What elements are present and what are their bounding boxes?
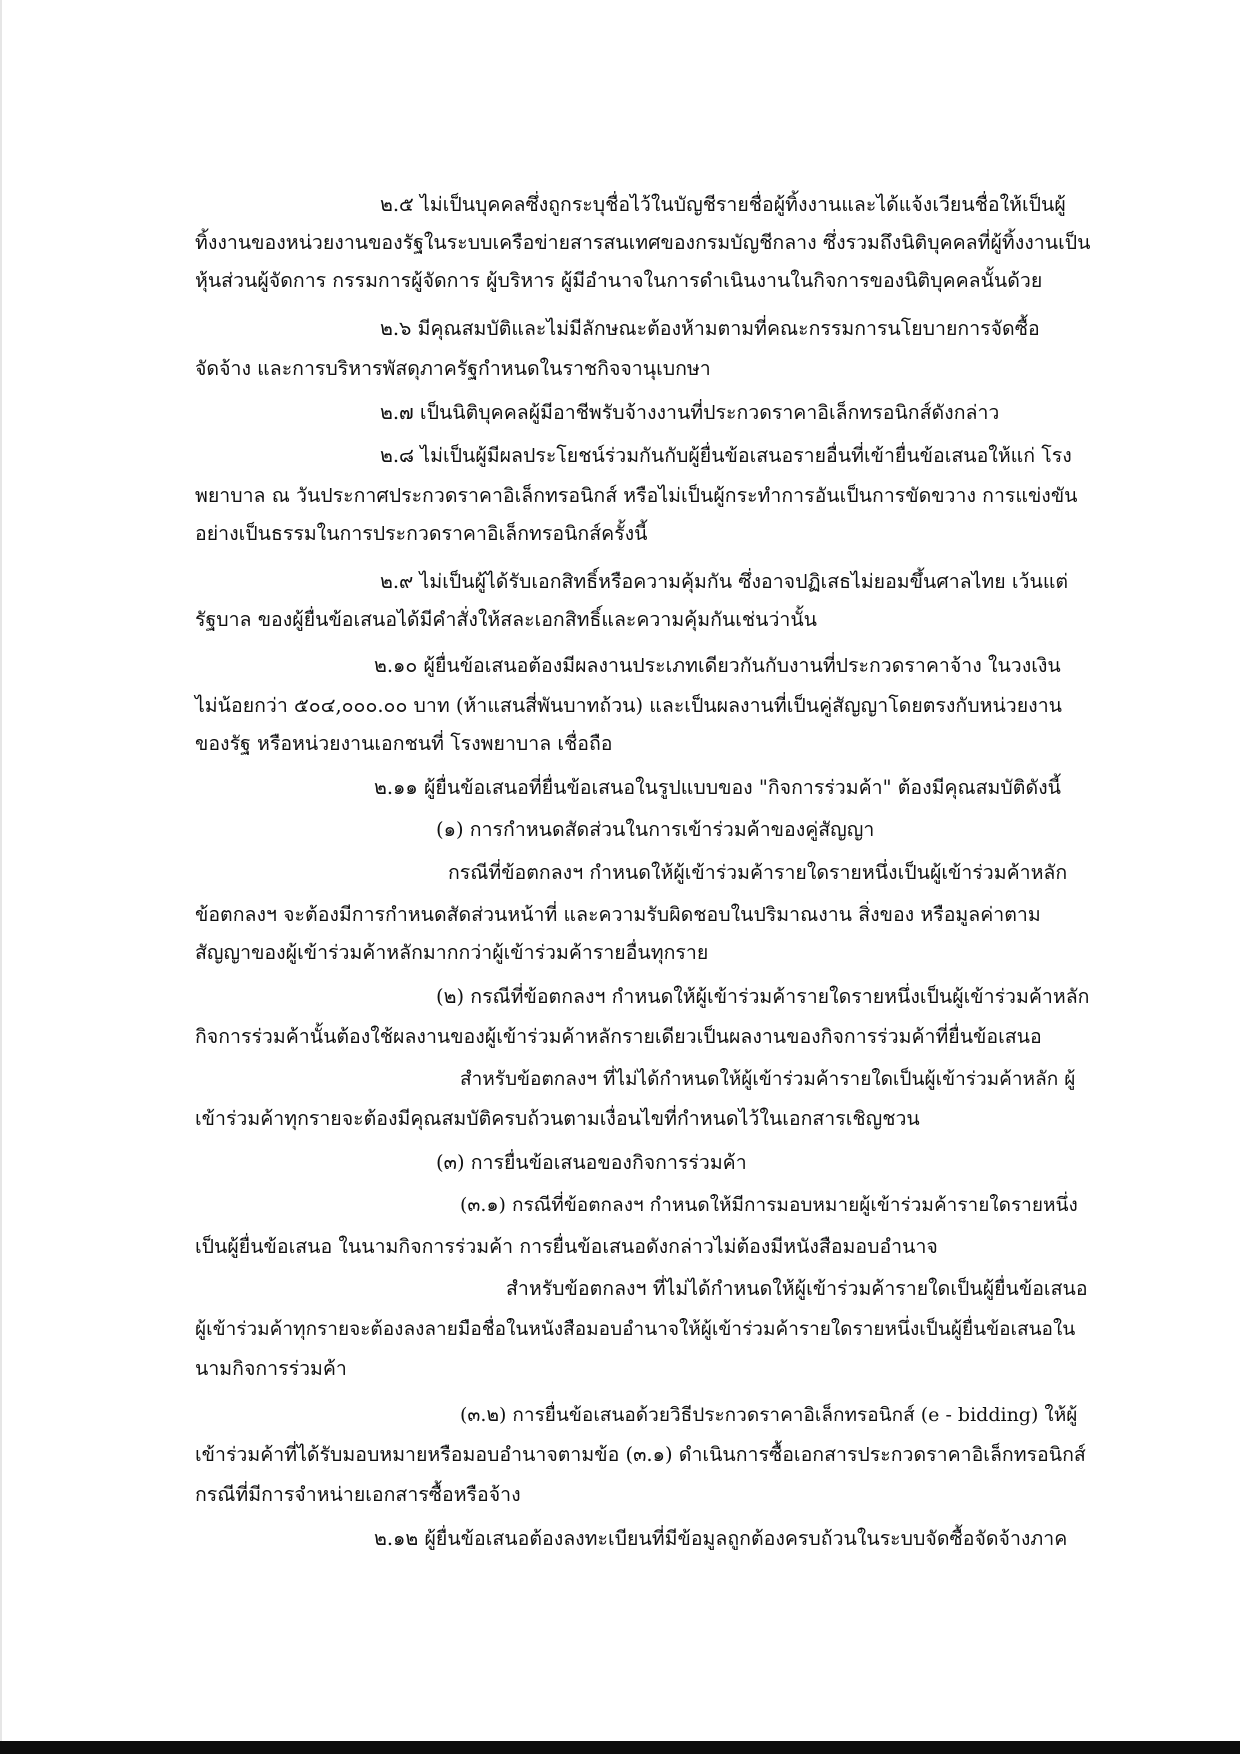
clause-2-11-2-line-2: กิจการร่วมค้านั้นต้องใช้ผลงานของผู้เข้าร่วมค้าหลักรายเดียวเป็นผลงานของกิจการร่วมค้าที่ยื่นข้อเสนอ — [195, 1025, 1042, 1048]
clause-2-8-line-1: ๒.๘ ไม่เป็นผู้มีผลประโยชน์ร่วมกันกับผู้ยื่นข้อเสนอรายอื่นที่เข้ายื่นข้อเสนอให้แก่ โรง — [380, 444, 1072, 467]
clause-2-11-1-line-3: สัญญาของผู้เข้าร่วมค้าหลักมากกว่าผู้เข้าร่วมค้ารายอื่นทุกราย — [195, 941, 709, 964]
scan-edge — [0, 0, 2, 1754]
clause-2-11-3-1-line-5: นามกิจการร่วมค้า — [195, 1357, 347, 1380]
clause-2-12-line-1: ๒.๑๒ ผู้ยื่นข้อเสนอต้องลงทะเบียนที่มีข้อมูลถูกต้องครบถ้วนในระบบจัดซื้อจัดจ้างภาค — [374, 1527, 1068, 1550]
clause-2-10-line-1: ๒.๑๐ ผู้ยื่นข้อเสนอต้องมีผลงานประเภทเดียวกันกับงานที่ประกวดราคาจ้าง ในวงเงิน — [374, 654, 1061, 677]
clause-2-5-line-1: ๒.๕ ไม่เป็นบุคคลซึ่งถูกระบุชื่อไว้ในบัญชีรายชื่อผู้ทิ้งงานและได้แจ้งเวียนชื่อให้เป็นผู้ — [380, 193, 1066, 216]
clause-2-11-2-line-3: สำหรับข้อตกลงฯ ที่ไม่ได้กำหนดให้ผู้เข้าร่วมค้ารายใดเป็นผู้เข้าร่วมค้าหลัก ผู้ — [460, 1068, 1076, 1090]
clause-2-11-1-line-2: ข้อตกลงฯ จะต้องมีการกำหนดสัดส่วนหน้าที่ และความรับผิดชอบในปริมาณงาน สิ่งของ หรือมูลค่าตาม — [195, 903, 1041, 926]
scan-bottom-border — [0, 1741, 1240, 1754]
clause-2-11-3-1-line-2: เป็นผู้ยื่นข้อเสนอ ในนามกิจการร่วมค้า การยื่นข้อเสนอดังกล่าวไม่ต้องมีหนังสือมอบอำนาจ — [195, 1235, 938, 1258]
clause-2-6-line-2: จัดจ้าง และการบริหารพัสดุภาครัฐกำหนดในราชกิจจานุเบกษา — [195, 357, 711, 380]
clause-2-7-line-1: ๒.๗ เป็นนิติบุคคลผู้มีอาชีพรับจ้างงานที่ประกวดราคาอิเล็กทรอนิกส์ดังกล่าว — [380, 401, 1000, 424]
clause-2-11-2-line-4: เข้าร่วมค้าทุกรายจะต้องมีคุณสมบัติครบถ้วนตามเงื่อนไขที่กำหนดไว้ในเอกสารเชิญชวน — [195, 1107, 920, 1130]
clause-2-5-line-3: หุ้นส่วนผู้จัดการ กรรมการผู้จัดการ ผู้บริหาร ผู้มีอำนาจในการดำเนินงานในกิจการของนิติบุคคลนั้นด้วย — [195, 269, 1043, 292]
clause-2-11-1-heading: (๑) การกำหนดสัดส่วนในการเข้าร่วมค้าของคู่สัญญา — [436, 818, 875, 841]
clause-2-6-line-1: ๒.๖ มีคุณสมบัติและไม่มีลักษณะต้องห้ามตามที่คณะกรรมการนโยบายการจัดซื้อ — [380, 317, 1040, 340]
clause-2-11-3-1-line-1: (๓.๑) กรณีที่ข้อตกลงฯ กำหนดให้มีการมอบหมายผู้เข้าร่วมค้ารายใดรายหนึ่ง — [460, 1194, 1078, 1216]
clause-2-11-1-line-1: กรณีที่ข้อตกลงฯ กำหนดให้ผู้เข้าร่วมค้ารายใดรายหนึ่งเป็นผู้เข้าร่วมค้าหลัก — [448, 861, 1068, 884]
clause-2-10-line-2: ไม่น้อยกว่า ๕๐๔,๐๐๐.๐๐ บาท (ห้าแสนสี่พันบาทถ้วน) และเป็นผลงานที่เป็นคู่สัญญาโดยตรงกับหน่วยงาน — [195, 694, 1062, 717]
clause-2-8-line-3: อย่างเป็นธรรมในการประกวดราคาอิเล็กทรอนิกส์ครั้งนี้ — [195, 522, 648, 545]
clause-2-11-3-2-line-2: เข้าร่วมค้าที่ได้รับมอบหมายหรือมอบอำนาจตามข้อ (๓.๑) ดำเนินการซื้อเอกสารประกวดราคาอิเล็กทรอนิกส์ — [195, 1443, 1086, 1466]
clause-2-11-2-line-1: (๒) กรณีที่ข้อตกลงฯ กำหนดให้ผู้เข้าร่วมค้ารายใดรายหนึ่งเป็นผู้เข้าร่วมค้าหลัก — [436, 985, 1090, 1008]
clause-2-10-line-3: ของรัฐ หรือหน่วยงานเอกชนที่ โรงพยาบาล เชื่อถือ — [195, 732, 613, 755]
clause-2-11-3-1-line-3: สำหรับข้อตกลงฯ ที่ไม่ได้กำหนดให้ผู้เข้าร่วมค้ารายใดเป็นผู้ยื่นข้อเสนอ — [506, 1277, 1088, 1300]
clause-2-5-line-2: ทิ้งงานของหน่วยงานของรัฐในระบบเครือข่ายสารสนเทศของกรมบัญชีกลาง ซึ่งรวมถึงนิติบุคคลที่ผู้ทิ้งงานเป็น — [195, 231, 1091, 254]
clause-2-11-line-1: ๒.๑๑ ผู้ยื่นข้อเสนอที่ยื่นข้อเสนอในรูปแบบของ "กิจการร่วมค้า" ต้องมีคุณสมบัติดังนี้ — [374, 776, 1061, 799]
clause-2-9-line-2: รัฐบาล ของผู้ยื่นข้อเสนอได้มีคำสั่งให้สละเอกสิทธิ์และความคุ้มกันเช่นว่านั้น — [195, 608, 818, 631]
clause-2-8-line-2: พยาบาล ณ วันประกาศประกวดราคาอิเล็กทรอนิกส์ หรือไม่เป็นผู้กระทำการอันเป็นการขัดขวาง การแข่งขัน — [195, 484, 1078, 507]
clause-2-11-3-2-line-1: (๓.๒) การยื่นข้อเสนอด้วยวิธีประกวดราคาอิเล็กทรอนิกส์ (e - bidding) ให้ผู้ — [460, 1404, 1078, 1426]
clause-2-9-line-1: ๒.๙ ไม่เป็นผู้ได้รับเอกสิทธิ์หรือความคุ้มกัน ซึ่งอาจปฏิเสธไม่ยอมขึ้นศาลไทย เว้นแต่ — [380, 570, 1069, 593]
clause-2-11-3-2-line-3: กรณีที่มีการจำหน่ายเอกสารซื้อหรือจ้าง — [195, 1483, 521, 1506]
clause-2-11-3-1-line-4: ผู้เข้าร่วมค้าทุกรายจะต้องลงลายมือชื่อในหนังสือมอบอำนาจให้ผู้เข้าร่วมค้ารายใดรายหนึ่งเป็นผู้ยื่นข้อเสนอใน — [195, 1318, 1076, 1340]
clause-2-11-3-heading: (๓) การยื่นข้อเสนอของกิจการร่วมค้า — [436, 1151, 747, 1174]
